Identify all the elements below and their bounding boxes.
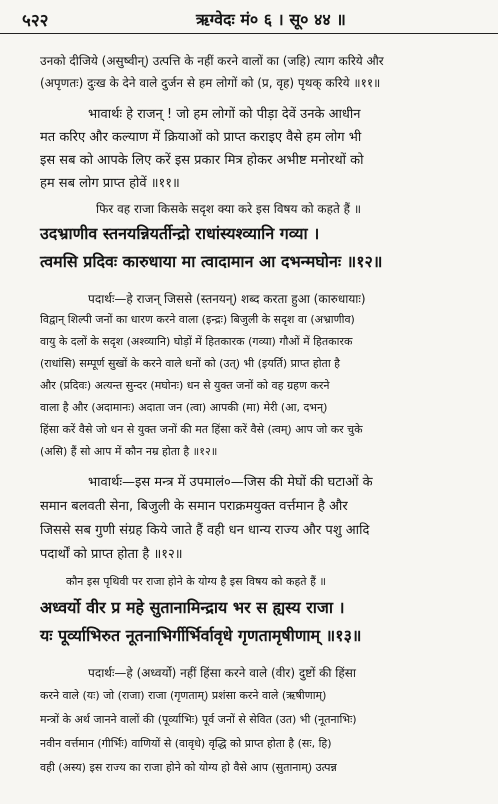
text-line: वाला है और (अदामानः) अदाता जन (त्वा) आपकी (मा) मेरी (आ, दभन्) (40, 401, 328, 414)
page-number: ५२२ (22, 11, 49, 31)
text-line: जिससे सब गुणी संग्रह किये जाते हैं वही धन धान्य राज्य और पशु आदि (40, 523, 370, 538)
text-line: मन्त्रों के अर्थ जानने वालों की (पूर्व्याभिः) पूर्व जनों से सेवित (उत) भी (नूतनाभिः) (40, 713, 357, 726)
topic-line: फिर वह राजा किसके सदृश क्या करे इस विषय को कहते हैं ॥ (96, 202, 362, 216)
text-line: वायु के दलों के सदृश (अश्व्यानि) घोड़ों में हितकारक (गव्या) गौओं में हितकारक (40, 335, 353, 348)
text-line: करने वाले (यः) जो (राजा) राजा (गृणताम्) प्रशंसा करने वाले (ऋषीणाम्) (40, 689, 327, 702)
topic-line: कौन इस पृथिवी पर राजा होने के योग्य है इस विषय को कहते हैं ॥ (66, 575, 326, 588)
text-line: मत करिए और कल्याण में क्रियाओं को प्राप्त कराइए वैसे हम लोग भी (40, 130, 362, 145)
text-line: और (प्रदिवः) अत्यन्त सुन्दर (मघोनः) धन से युक्त जनों को वह ग्रहण करने (40, 379, 330, 392)
bhavartha-line: भावार्थः—इस मन्त्र में उपमालं०—जिस की मेघों की घटाओं के (88, 475, 373, 490)
text-line: हम सब लोग प्राप्त होवें ॥११॥ (40, 176, 180, 191)
page-header (0, 4, 498, 34)
running-title: ऋग्वेदः मं० ६ । सू० ४४ ॥ (196, 10, 346, 29)
mantra-line: अध्वर्यो वीर प्र महे सुतानामिन्द्राय भर स ह्यस्य राजा । (40, 598, 345, 617)
text-line: हिंसा करें वैसे जो धन से युक्त जनों की मत हिंसा करें वैसे (त्वम्) आप जो कर चुके (40, 423, 363, 436)
text-line: (राधांसि) सम्पूर्ण सुखों के करने वाले धनों को (उत्) भी (इयर्ति) प्राप्त होता है (40, 357, 341, 370)
text-line: उनको दीजिये (असुष्वीन्) उत्पत्ति के नहीं करने वालों का (जहि) त्याग करिये और (40, 54, 384, 68)
bhavartha-line: भावार्थः हे राजन् ! जो हम लोगों को पीड़ा देवें उनके आधीन (88, 107, 361, 122)
mantra-line: यः पूर्व्याभिरुत नूतनाभिर्गीर्भिर्वावृधे गृणतामृषीणाम् ॥१३॥ (40, 626, 362, 645)
text-line: (अपृणतः) दुःख के देने वाले दुर्जन से हम लोगों को (प्र, वृह) पृथक् करिये ॥११॥ (40, 76, 381, 90)
padartha-line: पदार्थः—हे राजन् जिससे (स्तनयन्) शब्द करता हुआ (कारुधायाः) (88, 292, 366, 306)
text-line: पदार्थों को प्राप्त होता है ॥१२॥ (40, 547, 183, 562)
text-line: समान बलवती सेना, बिजुली के समान पराक्रमयुक्त वर्त्तमान है और (40, 499, 348, 514)
text-line: वही (अस्य) इस राज्य का राजा होने को योग्य हो वैसे आप (सुतानाम्) उत्पन्न (40, 761, 337, 774)
text-line: विद्वान् शिल्पी जनों का धारण करने वाला (इन्द्रः) बिजुली के सदृश वा (अभ्राणीव) (40, 313, 355, 326)
text-line: नवीन वर्त्तमान (गीर्भिः) वाणियों से (वावृधे) वृद्धि को प्राप्त होता है (सः, हि) (40, 737, 332, 750)
mantra-line: त्वमसि प्रदिवः कारुधाया मा त्वादामान आ दभन्मघोनः ॥१२॥ (40, 252, 383, 271)
text-line: इस सब को आपके लिए करें इस प्रकार मित्र होकर अभीष्ट मनोरथों को (40, 153, 364, 168)
padartha-line: पदार्थः—हे (अध्वर्यो) नहीं हिंसा करने वाले (वीर) दुष्टों की हिंसा (88, 666, 356, 680)
text-line: (असि) हैं सो आप में कौन नम्र होता है ॥१२॥ (40, 445, 218, 458)
mantra-line: उदभ्राणीव स्तनयन्नियर्तीन्द्रो राधांस्यश्व्यानि गव्या । (40, 224, 320, 243)
